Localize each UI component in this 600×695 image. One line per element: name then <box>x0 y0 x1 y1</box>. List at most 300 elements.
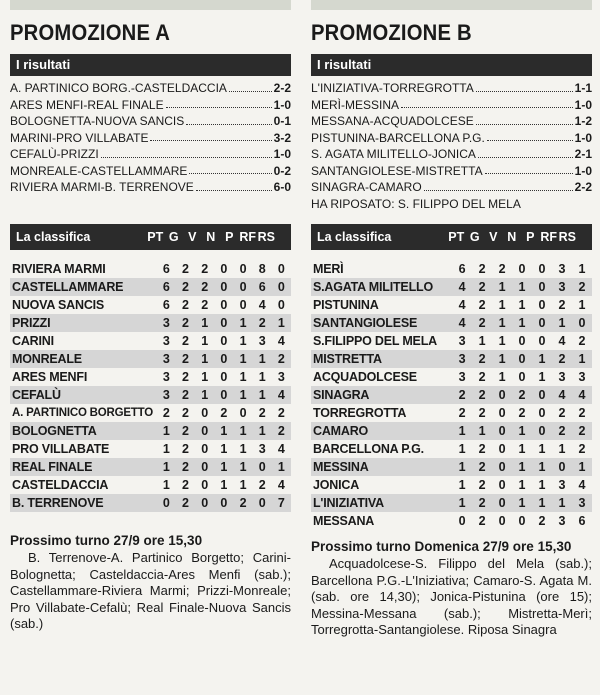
table-row <box>311 422 592 440</box>
dot-leader <box>186 113 271 125</box>
result-row <box>311 113 592 130</box>
team-name: S.FILIPPO DEL MELA <box>313 334 437 348</box>
stat-cell: 2 <box>277 406 285 420</box>
result-row <box>10 130 291 147</box>
stat-cell: 1 <box>162 478 170 492</box>
team-name: PRIZZI <box>10 314 157 332</box>
column-header: G <box>168 230 179 244</box>
team-name: CEFALÙ <box>10 386 157 404</box>
stat-cell: 1 <box>552 314 572 332</box>
stat-cell: 2 <box>182 370 189 384</box>
result-match: A. PARTINICO BORG.-CASTELDACCIA <box>10 81 227 95</box>
result-row <box>10 97 291 114</box>
team-name: MISTRETTA <box>311 350 452 368</box>
stat-cell: 0 <box>201 478 209 492</box>
section-title: PROMOZIONE B <box>311 20 472 45</box>
stat-cell: 2 <box>233 494 252 512</box>
stat-cell: 1 <box>478 334 486 348</box>
stat-cell: 4 <box>572 386 592 404</box>
stat-cell: 1 <box>532 350 552 368</box>
stat-cell: 6 <box>162 262 170 276</box>
stat-cell: 0 <box>532 386 552 404</box>
column-header: RS <box>257 230 275 244</box>
stat-cell: 6 <box>162 298 170 312</box>
stat-cell: 3 <box>258 442 266 456</box>
column-header: V <box>489 230 498 244</box>
result-row <box>311 130 592 147</box>
result-row <box>311 163 592 180</box>
promozione-b-column <box>311 0 592 639</box>
next-round-text: B. Terrenove-A. Partinico Borgetto; Carini-Bolognetta; Casteldaccia-Ares Menfi (sab.); Castellammare-Riviera Marmi; Prizzi-Monreale; Pro Villabate-Cefalù; Real Finale-Nuova Sancis (sab.) <box>10 550 291 631</box>
next-round <box>311 538 592 639</box>
stat-cell: 4 <box>458 298 466 312</box>
stat-cell: 0 <box>214 314 233 332</box>
stat-cell: 0 <box>220 334 228 348</box>
table-row <box>311 404 592 422</box>
stat-cell: 4 <box>558 334 566 348</box>
stat-cell: 2 <box>195 278 214 296</box>
stat-cell: 1 <box>452 422 472 440</box>
results-list <box>10 80 291 196</box>
team-name: RIVIERA MARMI <box>12 262 106 276</box>
column-header: RF <box>540 230 558 244</box>
result-score: 1-2 <box>574 114 592 128</box>
stat-cell: 1 <box>578 298 586 312</box>
column-header: P <box>526 230 535 244</box>
result-match: MONREALE-CASTELLAMMARE <box>10 163 188 178</box>
team-name: L'INIZIATIVA <box>311 494 452 512</box>
results-list <box>311 80 592 196</box>
stat-cell: 1 <box>518 442 526 456</box>
stat-cell: 1 <box>253 350 272 368</box>
stat-cell: 2 <box>478 370 486 384</box>
table-row <box>311 494 592 512</box>
stat-cell: 0 <box>498 514 506 528</box>
stat-cell: 0 <box>498 478 506 492</box>
stat-cell: 0 <box>277 298 285 312</box>
stat-cell: 0 <box>253 458 272 476</box>
stat-cell: 2 <box>258 406 266 420</box>
stat-cell: 0 <box>538 334 546 348</box>
stat-cell: 2 <box>578 406 586 420</box>
stat-cell: 3 <box>558 514 566 528</box>
stat-cell: 2 <box>472 278 492 296</box>
stat-cell: 2 <box>182 478 189 492</box>
stat-cell: 1 <box>572 350 592 368</box>
column-header: V <box>188 230 197 244</box>
stat-cell: 0 <box>538 262 546 276</box>
team-name: MESSINA <box>311 458 452 476</box>
stat-cell: 1 <box>162 442 170 456</box>
column-header: PT <box>147 230 164 244</box>
stat-cell: 0 <box>518 370 526 384</box>
stat-cell: 4 <box>277 478 285 492</box>
stat-cell: 2 <box>182 262 189 276</box>
stat-cell: 1 <box>458 478 466 492</box>
stat-cell: 1 <box>532 494 552 512</box>
stat-cell: 0 <box>220 370 228 384</box>
stat-cell: 0 <box>518 262 526 276</box>
stat-cell: 2 <box>478 262 486 276</box>
stat-cell: 0 <box>214 494 233 512</box>
stat-cell: 0 <box>532 422 552 440</box>
stat-cell: 1 <box>578 262 586 276</box>
stat-cell: 0 <box>538 298 546 312</box>
stat-cell: 0 <box>239 262 247 276</box>
top-decor-bar <box>10 0 291 10</box>
stat-cell: 1 <box>498 334 506 348</box>
stat-cell: 2 <box>578 442 586 456</box>
stat-cell: 2 <box>558 298 566 312</box>
stat-cell: 2 <box>472 386 492 404</box>
stat-cell: 1 <box>452 458 472 476</box>
table-row <box>10 260 291 278</box>
stat-cell: 1 <box>458 442 466 456</box>
stat-cell: 6 <box>157 278 176 296</box>
stat-cell: 0 <box>214 386 233 404</box>
result-row <box>10 146 291 163</box>
table-row <box>311 350 592 368</box>
stat-cell: 1 <box>239 442 247 456</box>
result-row <box>10 80 291 97</box>
table-row <box>10 350 291 368</box>
team-name: A. PARTINICO BORGETTO <box>12 407 154 419</box>
stat-cell: 4 <box>272 386 291 404</box>
table-row <box>10 386 291 404</box>
next-round-title: Prossimo turno Domenica 27/9 ore 15,30 <box>311 539 572 554</box>
table-row <box>10 440 291 458</box>
stat-cell: 2 <box>472 350 492 368</box>
stat-cell: 2 <box>182 298 189 312</box>
result-row <box>311 179 592 196</box>
stat-cell: 1 <box>253 422 272 440</box>
result-score: 2-2 <box>574 180 592 194</box>
team-name: JONICA <box>313 478 360 492</box>
stat-cell: 1 <box>195 314 214 332</box>
stat-cell: 0 <box>253 494 272 512</box>
stat-cell: 1 <box>492 350 512 368</box>
stat-cell: 2 <box>272 422 291 440</box>
stat-cell: 1 <box>558 442 566 456</box>
stat-cell: 0 <box>552 458 572 476</box>
stat-cell: 1 <box>195 350 214 368</box>
stat-cell: 3 <box>572 494 592 512</box>
section-title: PROMOZIONE A <box>10 20 171 45</box>
result-match: RIVIERA MARMI-B. TERRENOVE <box>10 180 194 194</box>
stat-cell: 1 <box>157 458 176 476</box>
stat-cell: 1 <box>472 422 492 440</box>
dot-leader <box>485 163 573 175</box>
stat-cell: 2 <box>472 458 492 476</box>
stat-cell: 4 <box>552 386 572 404</box>
stat-cell: 2 <box>538 514 546 528</box>
stat-cell: 0 <box>214 350 233 368</box>
stat-cell: 1 <box>498 370 506 384</box>
team-name: S.AGATA MILITELLO <box>311 278 452 296</box>
dot-leader <box>196 179 272 191</box>
stat-cell: 1 <box>512 314 532 332</box>
team-name: TORREGROTTA <box>313 406 407 420</box>
table-row <box>311 314 592 332</box>
team-name: CASTELDACCIA <box>12 478 109 492</box>
stat-cell: 0 <box>512 350 532 368</box>
team-name: BARCELLONA P.G. <box>313 442 424 456</box>
stat-cell: 2 <box>182 442 189 456</box>
dot-leader <box>478 146 573 158</box>
result-score: 6-0 <box>273 180 291 194</box>
stat-cell: 1 <box>233 314 252 332</box>
stat-cell: 0 <box>195 494 214 512</box>
stat-cell: 3 <box>552 278 572 296</box>
stat-cell: 0 <box>195 458 214 476</box>
result-match: ARES MENFI-REAL FINALE <box>10 97 164 112</box>
stat-cell: 1 <box>512 494 532 512</box>
standings-header-label: La classifica <box>16 230 91 244</box>
team-name: PISTUNINA <box>313 298 379 312</box>
team-name: MERÌ <box>313 262 344 276</box>
dot-leader <box>487 130 573 142</box>
team-name: PRO VILLABATE <box>12 442 110 456</box>
team-name: NUOVA SANCIS <box>12 298 105 312</box>
table-row <box>311 332 592 350</box>
stat-cell: 2 <box>478 298 486 312</box>
result-match: SINAGRA-CAMARO <box>311 180 422 194</box>
dot-leader <box>401 97 573 109</box>
stat-cell: 2 <box>272 350 291 368</box>
team-name: REAL FINALE <box>10 458 157 476</box>
result-row <box>311 80 592 97</box>
result-score: 1-0 <box>574 97 592 112</box>
stat-cell: 0 <box>538 406 546 420</box>
stat-cell: 2 <box>176 422 195 440</box>
stat-cell: 2 <box>176 494 195 512</box>
stat-cell: 2 <box>472 494 492 512</box>
stat-cell: 0 <box>518 514 526 528</box>
stat-cell: 1 <box>239 334 247 348</box>
column-header: PT <box>448 230 465 244</box>
stat-cell: 4 <box>258 298 266 312</box>
result-score: 1-1 <box>574 81 592 95</box>
column-header: N <box>507 230 517 244</box>
column-header: N <box>206 230 216 244</box>
table-row <box>10 278 291 296</box>
team-name: ARES MENFI <box>12 370 88 384</box>
team-name: MESSANA <box>313 514 375 528</box>
stat-cell: 2 <box>201 298 209 312</box>
stat-cell: 3 <box>578 370 586 384</box>
stat-cell: 3 <box>558 262 566 276</box>
promozione-a-column <box>10 0 291 633</box>
stat-cell: 0 <box>492 458 512 476</box>
stat-cell: 1 <box>538 478 546 492</box>
result-match: SANTANGIOLESE-MISTRETTA <box>311 163 483 178</box>
result-match: BOLOGNETTA-NUOVA SANCIS <box>10 114 185 128</box>
stat-cell: 4 <box>452 278 472 296</box>
stat-cell: 1 <box>512 458 532 476</box>
stat-cell: 0 <box>492 494 512 512</box>
result-match: L'INIZIATIVA-TORREGROTTA <box>311 81 474 95</box>
stat-cell: 2 <box>258 478 266 492</box>
team-name: ACQUADOLCESE <box>313 370 417 384</box>
column-header: P <box>225 230 234 244</box>
team-name: SANTANGIOLESE <box>311 314 452 332</box>
stat-cell: 2 <box>176 458 195 476</box>
result-match: PISTUNINA-BARCELLONA P.G. <box>311 130 485 145</box>
table-row <box>311 368 592 386</box>
stat-cell: 0 <box>498 442 506 456</box>
stat-cell: 4 <box>578 478 586 492</box>
stat-cell: 0 <box>492 422 512 440</box>
stat-cell: 2 <box>478 478 486 492</box>
dot-leader <box>424 179 573 191</box>
result-score: 2-2 <box>273 81 291 95</box>
stat-cell: 0 <box>220 298 228 312</box>
stat-cell: 3 <box>277 370 285 384</box>
stat-cell: 0 <box>277 262 285 276</box>
stat-cell: 2 <box>162 406 170 420</box>
result-match: CEFALÙ-PRIZZI <box>10 147 99 161</box>
result-row <box>10 113 291 130</box>
stat-cell: 2 <box>182 406 189 420</box>
stat-cell: 0 <box>458 514 466 528</box>
table-row <box>10 494 291 512</box>
stat-cell: 4 <box>277 334 285 348</box>
stat-cell: 1 <box>239 478 247 492</box>
stat-cell: 1 <box>572 458 592 476</box>
team-name: B. TERRENOVE <box>10 494 157 512</box>
stat-cell: 0 <box>239 406 247 420</box>
table-row <box>10 422 291 440</box>
stat-cell: 2 <box>512 386 532 404</box>
table-row <box>311 296 592 314</box>
stat-cell: 2 <box>220 406 228 420</box>
table-row <box>311 278 592 296</box>
dot-leader <box>101 146 272 158</box>
stat-cell: 4 <box>277 442 285 456</box>
stat-cell: 3 <box>162 370 170 384</box>
result-score: 0-2 <box>273 163 291 178</box>
stat-cell: 1 <box>220 442 228 456</box>
stat-cell: 0 <box>518 334 526 348</box>
stat-cell: 2 <box>452 386 472 404</box>
stat-cell: 0 <box>532 278 552 296</box>
stat-cell: 2 <box>478 406 486 420</box>
result-score: 1-0 <box>273 97 291 112</box>
stat-cell: 0 <box>498 406 506 420</box>
table-row <box>10 404 291 422</box>
stat-cell: 0 <box>201 406 209 420</box>
stat-cell: 1 <box>239 370 247 384</box>
column-header: G <box>469 230 480 244</box>
stat-cell: 2 <box>458 406 466 420</box>
stat-cell: 6 <box>458 262 466 276</box>
stat-cell: 7 <box>272 494 291 512</box>
result-score: 1-0 <box>273 147 291 161</box>
stat-cell: 1 <box>538 370 546 384</box>
stat-cell: 0 <box>239 298 247 312</box>
stat-cell: 0 <box>233 278 252 296</box>
stat-cell: 1 <box>201 370 209 384</box>
stat-cell: 0 <box>532 314 552 332</box>
stat-cell: 1 <box>201 334 209 348</box>
result-match: MERÌ-MESSINA <box>311 97 400 112</box>
stat-cell: 3 <box>162 334 170 348</box>
standings-header <box>10 224 291 250</box>
table-row <box>10 332 291 350</box>
stat-cell: 3 <box>458 334 466 348</box>
stat-cell: 1 <box>518 298 526 312</box>
stat-cell: 2 <box>472 314 492 332</box>
result-match: MESSANA-ACQUADOLCESE <box>311 114 474 128</box>
stat-cell: 2 <box>478 442 486 456</box>
next-round <box>10 532 291 633</box>
stat-cell: 1 <box>253 386 272 404</box>
stat-cell: 0 <box>214 278 233 296</box>
result-score: 0-1 <box>273 114 291 128</box>
stat-cell: 3 <box>458 370 466 384</box>
standings-table <box>311 260 592 530</box>
result-score: 1-0 <box>574 130 592 145</box>
result-row <box>10 163 291 180</box>
stat-cell: 1 <box>498 298 506 312</box>
stat-cell: 1 <box>272 458 291 476</box>
stat-cell: 1 <box>512 422 532 440</box>
stat-cell: 2 <box>478 514 486 528</box>
team-name: CAMARO <box>311 422 452 440</box>
result-row <box>311 97 592 114</box>
stat-cell: 2 <box>578 334 586 348</box>
dot-leader <box>476 113 573 125</box>
standings-header-label: La classifica <box>317 230 392 244</box>
stat-cell: 4 <box>452 314 472 332</box>
stat-cell: 2 <box>498 262 506 276</box>
stat-cell: 2 <box>176 386 195 404</box>
table-row <box>311 476 592 494</box>
stat-cell: 0 <box>272 278 291 296</box>
next-round-title: Prossimo turno 27/9 ore 15,30 <box>10 533 203 548</box>
team-name: BOLOGNETTA <box>10 422 157 440</box>
stat-cell: 0 <box>157 494 176 512</box>
stat-cell: 3 <box>157 314 176 332</box>
stat-cell: 2 <box>253 314 272 332</box>
stat-cell: 0 <box>220 262 228 276</box>
stat-cell: 2 <box>201 262 209 276</box>
stat-cell: 2 <box>182 334 189 348</box>
table-row <box>10 296 291 314</box>
stat-cell: 2 <box>176 314 195 332</box>
result-score: 2-1 <box>574 147 592 161</box>
stat-cell: 3 <box>157 350 176 368</box>
stat-cell: 1 <box>512 278 532 296</box>
column-header: RF <box>239 230 257 244</box>
dot-leader <box>476 80 573 92</box>
stat-cell: 1 <box>492 278 512 296</box>
standings-header <box>311 224 592 250</box>
stat-cell: 2 <box>572 422 592 440</box>
rest-note: HA RIPOSATO: S. FILIPPO DEL MELA <box>311 196 521 211</box>
table-row <box>311 440 592 458</box>
stat-cell: 6 <box>253 278 272 296</box>
result-row <box>311 146 592 163</box>
table-row <box>10 368 291 386</box>
stat-cell: 3 <box>558 478 566 492</box>
stat-cell: 2 <box>558 406 566 420</box>
stat-cell: 1 <box>233 458 252 476</box>
stat-cell: 6 <box>578 514 586 528</box>
team-name: SINAGRA <box>311 386 452 404</box>
stat-cell: 1 <box>452 494 472 512</box>
stat-cell: 8 <box>258 262 266 276</box>
